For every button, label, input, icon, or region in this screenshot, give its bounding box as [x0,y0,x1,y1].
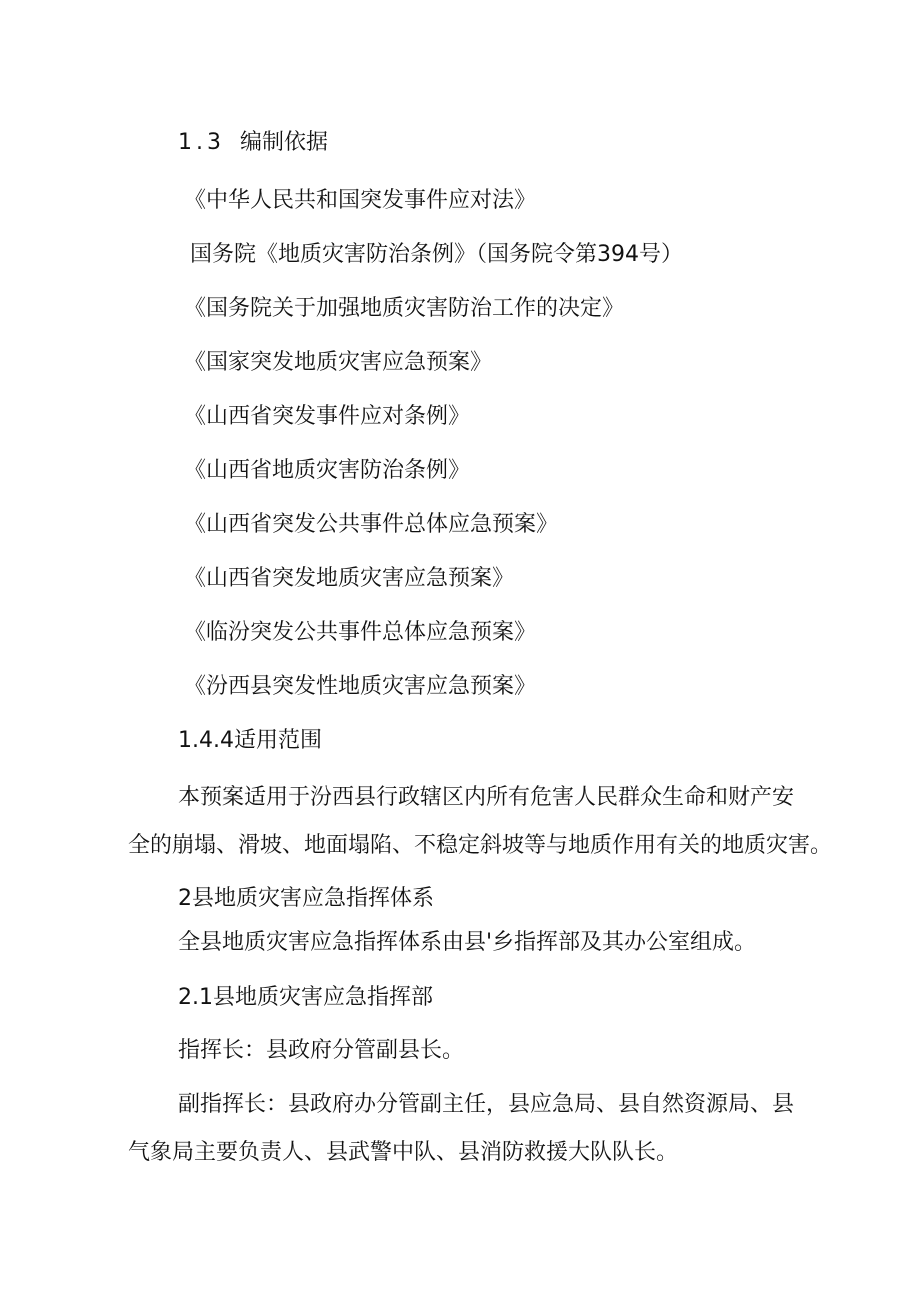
section-2-body: 全县地质灾害应急指挥体系由县'乡指挥部及其办公室组成。 [178,930,757,955]
reference-item: 《国务院关于加强地质灾害防治工作的决定》 [184,296,625,321]
reference-item: 《汾西县突发性地质灾害应急预案》 [184,674,537,699]
commander-line: 指挥长：县政府分管副县长。 [178,1038,465,1063]
reference-item: 《中华人民共和国突发事件应对法》 [184,188,537,213]
reference-item: 《国家突发地质灾害应急预案》 [184,350,493,375]
section-1-3-heading [178,129,328,157]
reference-item: 国务院《地质灾害防治条例》（国务院令第394号） [190,242,683,267]
reference-item: 《山西省突发地质灾害应急预案》 [184,566,515,591]
section-1-4-heading: 1.4.4适用范围 [178,728,322,753]
reference-item: 《山西省突发事件应对条例》 [184,404,471,429]
section-1-3-title: 编制依据 [240,130,329,155]
section-1-3-number: 1.3 [178,130,225,155]
reference-item: 《临汾突发公共事件总体应急预案》 [184,620,537,645]
reference-item: 《山西省突发公共事件总体应急预案》 [184,512,559,537]
deputy-commander-line-1: 副指挥长：县政府办分管副主任，县应急局、县自然资源局、县 [178,1092,795,1117]
deputy-commander-line-2: 气象局主要负责人、县武警中队、县消防救援大队队长。 [128,1140,679,1165]
section-2-1-heading: 2.1县地质灾害应急指挥部 [178,985,433,1010]
reference-item: 《山西省地质灾害防治条例》 [184,458,471,483]
section-2-heading: 2县地质灾害应急指挥体系 [178,886,434,911]
section-1-4-body-line-2: 全的崩塌、滑坡、地面塌陷、不稳定斜坡等与地质作用有关的地质灾害。 [128,833,833,858]
section-1-4-body-line-1: 本预案适用于汾西县行政辖区内所有危害人民群众生命和财产安 [178,785,795,810]
